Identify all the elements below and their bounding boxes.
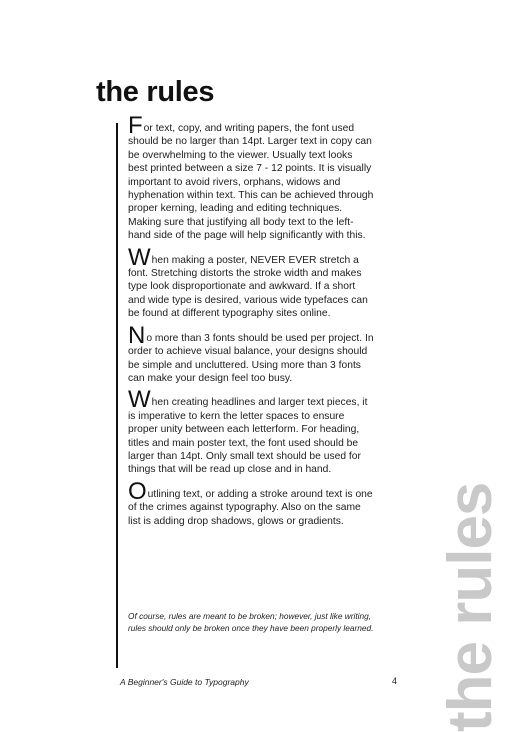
paragraph-font-count (128, 321, 374, 386)
body-column (128, 112, 374, 535)
side-watermark: the rules (436, 482, 505, 732)
page-number: 4 (392, 676, 398, 686)
drop-cap: O (128, 477, 147, 505)
paragraph-kerning (128, 386, 374, 476)
paragraph-text: hen making a poster, NEVER EVER stretch a font. Stretching distorts the stroke width and makes type look disproportionate and awkward. If a short and wide type is desired, various wide typefaces can be found at different typography sites online. (128, 254, 368, 320)
paragraph-stretching (128, 243, 374, 321)
paragraph-font-size (128, 112, 374, 243)
drop-cap: W (128, 243, 151, 271)
paragraph-text: utlining text, or adding a stroke around text is one of the crimes against typography. Also on the same list is adding drop shadows, glows or gradients. (128, 488, 373, 527)
paragraph-text: hen creating headlines and larger text pieces, it is imperative to kern the letter spaces to ensure proper unity between each letterform. For heading, titles and main poster text, the font used should be larger than 14pt. Only small text should be used for things that will be read up close and in hand. (128, 397, 368, 476)
book-title-footer: A Beginner's Guide to Typography (120, 677, 249, 687)
drop-cap: N (128, 321, 146, 349)
page-title: the rules (96, 76, 215, 108)
vertical-rule-line (116, 123, 118, 668)
drop-cap: F (128, 112, 143, 139)
paragraph-outlining (128, 477, 374, 528)
drop-cap: W (128, 386, 151, 414)
paragraph-text: or text, copy, and writing papers, the font used should be no larger than 14pt. Larger text in copy can be overwhelming to the viewer. Usually text looks best printed between a size 7 - 12 points. It is visually important to avoid rivers, orphans, widows and hyphenation within text. This can be achieved through proper kerning, leading and editing techniques. Making sure that justifying all body text to the left-hand side of the page will help significantly with this. (128, 123, 374, 242)
paragraph-text: o more than 3 fonts should be used per project. In order to achieve visual balance, your designs should be simple and uncluttered. Using more than 3 fonts can make your design feel too busy. (128, 332, 374, 384)
footnote: Of course, rules are meant to be broken; however, just like writing, rules should only be broken once they have been properly learned. (128, 611, 374, 633)
